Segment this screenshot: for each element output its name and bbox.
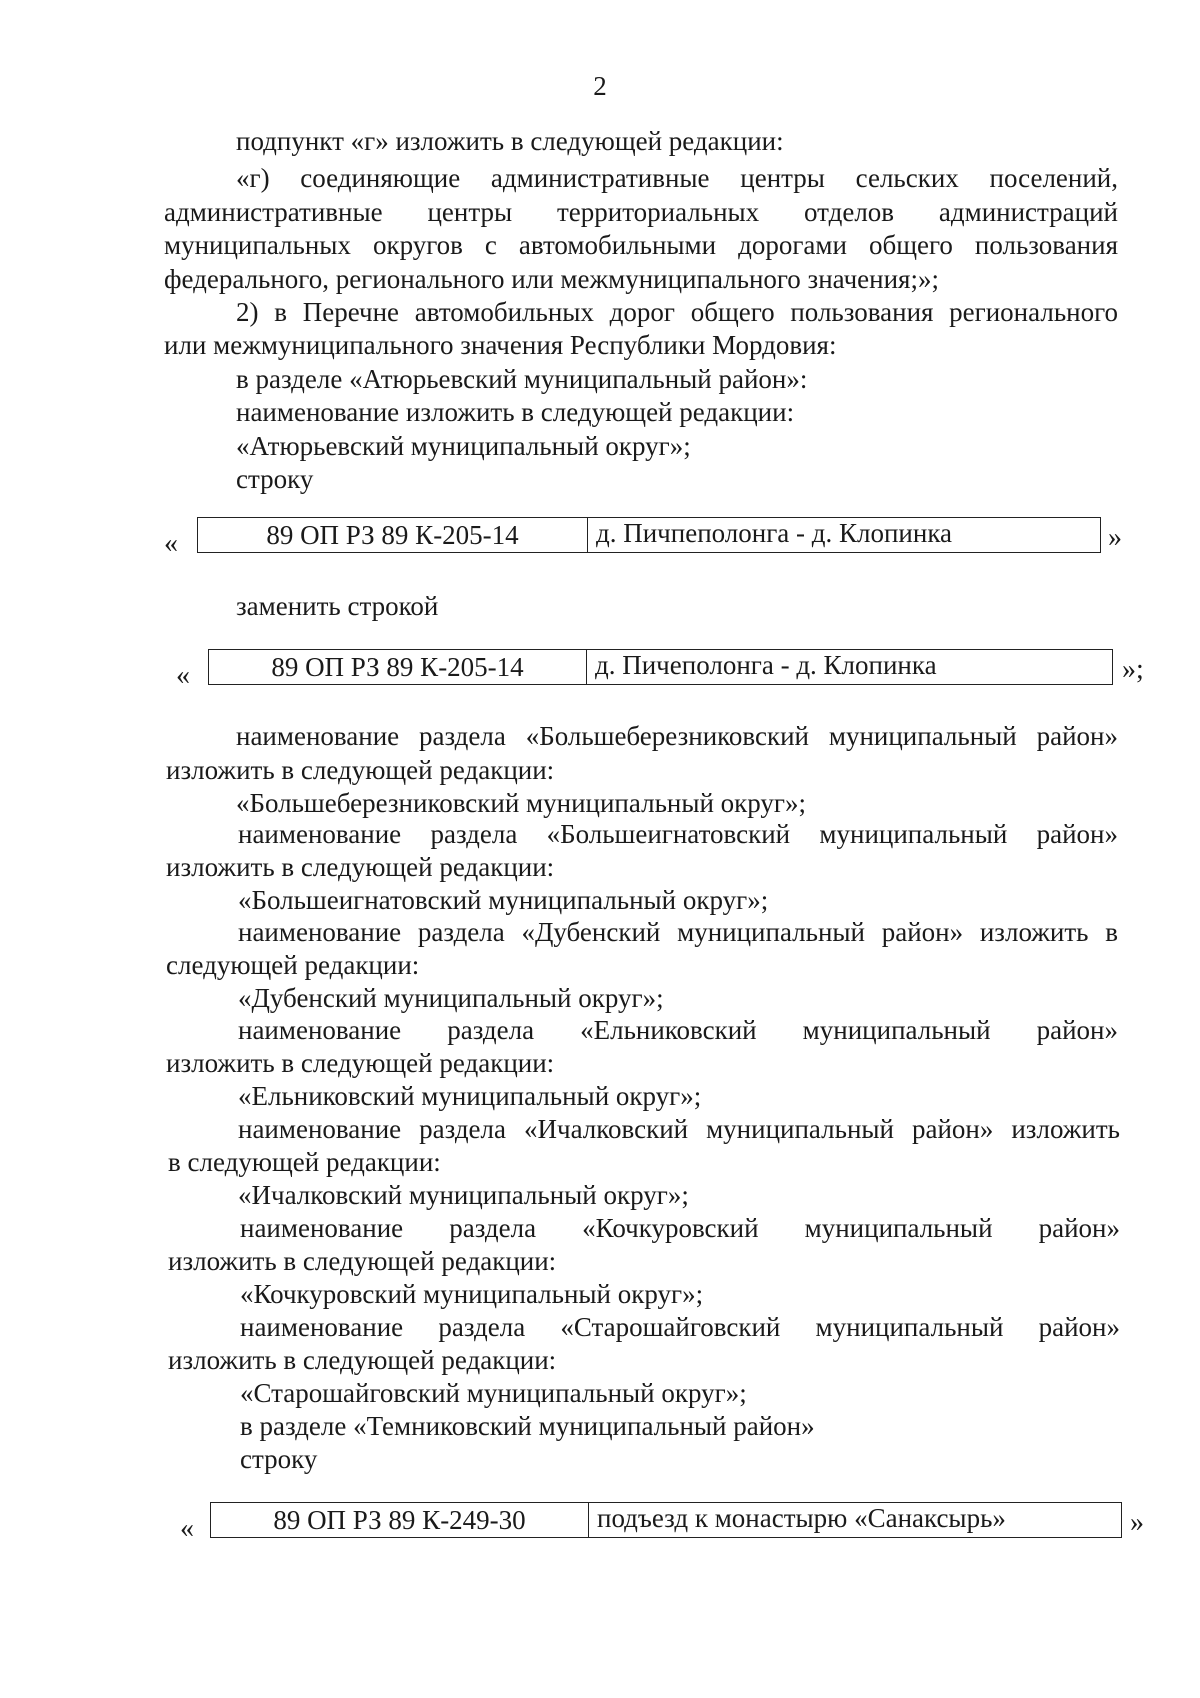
text-line: наименование изложить в следующей редакции: <box>236 397 795 427</box>
page-number: 2 <box>593 71 607 101</box>
road-code-cell: 89 ОП РЗ 89 К-205-14 <box>198 518 588 552</box>
text-line: «Атюрьевский муниципальный округ»; <box>236 431 691 461</box>
text-line: федерального, регионального или межмуниципального значения;»; <box>164 264 939 294</box>
close-quote: » <box>1108 522 1122 553</box>
text-line: «Большеберезниковский муниципальный округ»; <box>236 788 807 818</box>
text-line: муниципальных округов с автомобильными дорогами общего пользования <box>164 230 1118 260</box>
text-line: или межмуниципального значения Республики Мордовия: <box>164 330 837 360</box>
road-table-row <box>210 1502 1122 1538</box>
text-line: «Ельниковский муниципальный округ»; <box>238 1081 702 1111</box>
text-line: «г) соединяющие административные центры сельских поселений, <box>236 163 1118 193</box>
text-line: изложить в следующей редакции: <box>166 755 555 785</box>
text-line: наименование раздела «Большеберезниковский муниципальный район» <box>236 721 1118 751</box>
close-quote: »; <box>1122 654 1144 685</box>
text-line: «Кочкуровский муниципальный округ»; <box>240 1279 704 1309</box>
text-line: в следующей редакции: <box>168 1147 441 1177</box>
open-quote: « <box>180 1513 194 1544</box>
text-line: «Большеигнатовский муниципальный округ»; <box>238 885 769 915</box>
text-line: подпункт «г» изложить в следующей редакции: <box>236 126 784 156</box>
road-name-cell: подъезд к монастырю «Санаксырь» <box>597 1503 1006 1533</box>
text-line: наименование раздела «Ичалковский муниципальный район» изложить <box>238 1114 1120 1144</box>
text-line: строку <box>236 464 314 494</box>
text-line: «Ичалковский муниципальный округ»; <box>238 1180 689 1210</box>
text-line: заменить строкой <box>236 591 439 621</box>
text-line: наименование раздела «Большеигнатовский муниципальный район» <box>238 819 1118 849</box>
road-name-cell: д. Пичпеполонга - д. Клопинка <box>596 518 953 548</box>
text-line: наименование раздела «Ельниковский муниципальный район» <box>238 1015 1118 1045</box>
text-line: изложить в следующей редакции: <box>166 852 555 882</box>
road-table-row <box>197 517 1101 553</box>
text-line: изложить в следующей редакции: <box>168 1246 557 1276</box>
text-line: наименование раздела «Старошайговский муниципальный район» <box>240 1312 1120 1342</box>
text-line: наименование раздела «Кочкуровский муниципальный район» <box>240 1213 1120 1243</box>
text-line: административные центры территориальных отделов администраций <box>164 197 1118 227</box>
text-line: изложить в следующей редакции: <box>168 1345 557 1375</box>
road-name-cell: д. Пичеполонга - д. Клопинка <box>595 650 937 680</box>
text-line: изложить в следующей редакции: <box>166 1048 555 1078</box>
text-line: в разделе «Темниковский муниципальный район» <box>240 1411 815 1441</box>
open-quote: « <box>176 660 190 691</box>
text-line: «Старошайговский муниципальный округ»; <box>240 1378 747 1408</box>
road-table-row <box>208 649 1113 685</box>
text-line: следующей редакции: <box>166 950 420 980</box>
text-line: в разделе «Атюрьевский муниципальный район»: <box>236 364 808 394</box>
text-line: 2) в Перечне автомобильных дорог общего пользования регионального <box>236 297 1118 327</box>
road-code-cell: 89 ОП РЗ 89 К-205-14 <box>209 650 587 684</box>
open-quote: « <box>164 528 178 559</box>
text-line: «Дубенский муниципальный округ»; <box>238 983 664 1013</box>
text-line: наименование раздела «Дубенский муниципальный район» изложить в <box>238 917 1118 947</box>
road-code-cell: 89 ОП РЗ 89 К-249-30 <box>211 1503 589 1537</box>
text-line: строку <box>240 1444 318 1474</box>
close-quote: » <box>1130 1507 1144 1538</box>
